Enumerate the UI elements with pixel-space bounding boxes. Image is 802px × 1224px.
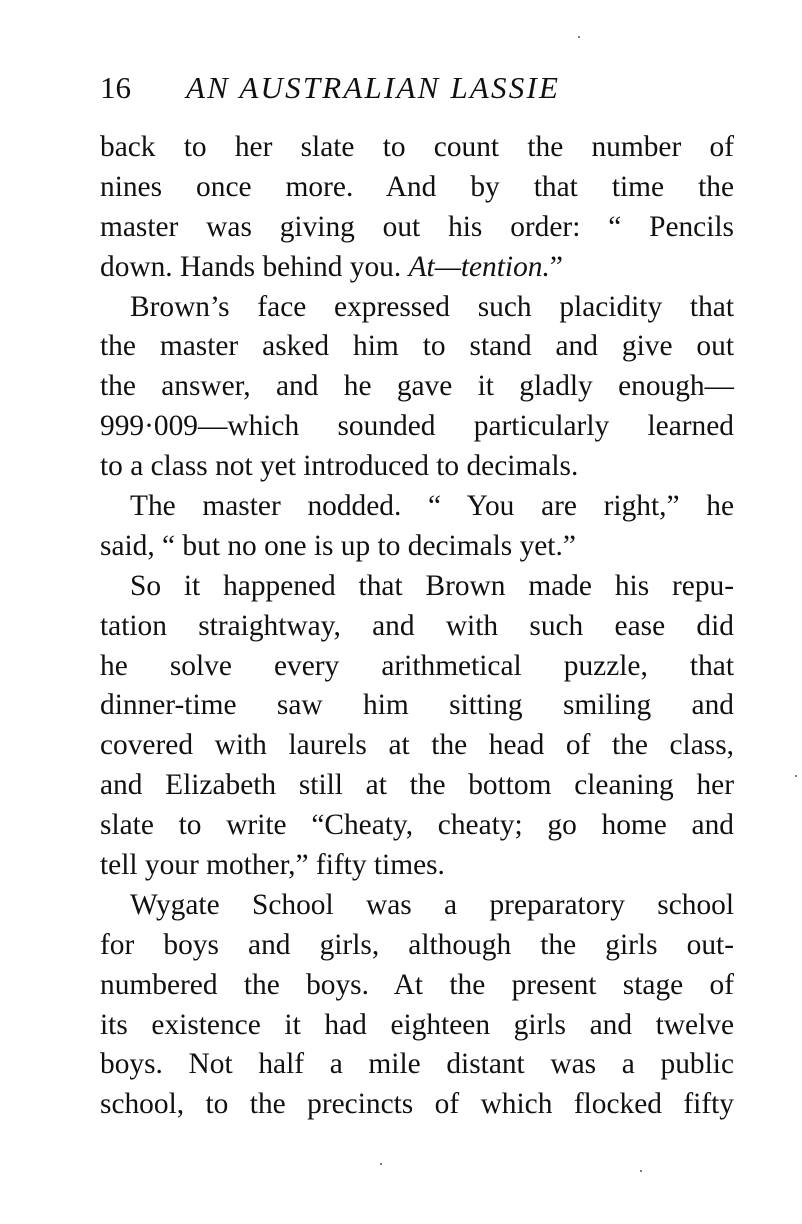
text-fragment: ” xyxy=(549,250,563,283)
text-line: covered with laurels at the head of the class, xyxy=(100,729,734,762)
text-line: school, to the precincts of which flocked fifty xyxy=(100,1088,734,1121)
text-line: the answer, and he gave it gladly enough— xyxy=(100,370,734,403)
text-line: said, “ but no one is up to decimals yet.” xyxy=(100,529,576,562)
text-line: back to her slate to count the number of xyxy=(100,131,734,163)
text-line: he solve every arithmetical puzzle, that xyxy=(100,649,734,682)
text-line: 999·009—which sounded particularly learned xyxy=(100,410,734,443)
scan-speck xyxy=(795,775,797,777)
body-text xyxy=(100,128,734,1125)
text-line: Brown’s face expressed such placidity that xyxy=(130,290,734,323)
text-line: to a class not yet introduced to decimals. xyxy=(100,450,579,483)
text-line: numbered the boys. At the present stage of xyxy=(100,968,734,1001)
text-line: tation straightway, and with such ease did xyxy=(100,609,734,642)
scan-speck xyxy=(578,36,580,38)
text-line xyxy=(100,248,734,288)
text-line: So it happened that Brown made his repu- xyxy=(130,569,734,602)
italic-text: At—tention. xyxy=(408,250,550,283)
scan-speck xyxy=(380,1163,382,1165)
text-line: nines once more. And by that time the xyxy=(100,170,734,203)
text-fragment: down. Hands behind you. xyxy=(100,250,409,283)
text-line: The master nodded. “ You are right,” he xyxy=(130,490,734,523)
text-line: master was giving out his order: “ Pencils xyxy=(100,210,734,243)
text-line: dinner-time saw him sitting smiling and xyxy=(100,689,734,722)
text-line: the master asked him to stand and give out xyxy=(100,330,734,363)
text-line: and Elizabeth still at the bottom cleaning her xyxy=(100,769,734,802)
text-line: boys. Not half a mile distant was a public xyxy=(100,1048,734,1081)
running-head xyxy=(100,66,740,110)
text-line: Wygate School was a preparatory school xyxy=(130,888,734,921)
text-line: tell your mother,” fifty times. xyxy=(100,849,445,882)
scan-speck xyxy=(640,1170,642,1172)
book-title: AN AUSTRALIAN LASSIE xyxy=(186,70,561,105)
text-line: its existence it had eighteen girls and twelve xyxy=(100,1008,734,1041)
text-line: slate to write “Cheaty, cheaty; go home and xyxy=(100,809,734,842)
text-line: for boys and girls, although the girls out- xyxy=(100,928,734,961)
page-number: 16 xyxy=(100,70,131,105)
